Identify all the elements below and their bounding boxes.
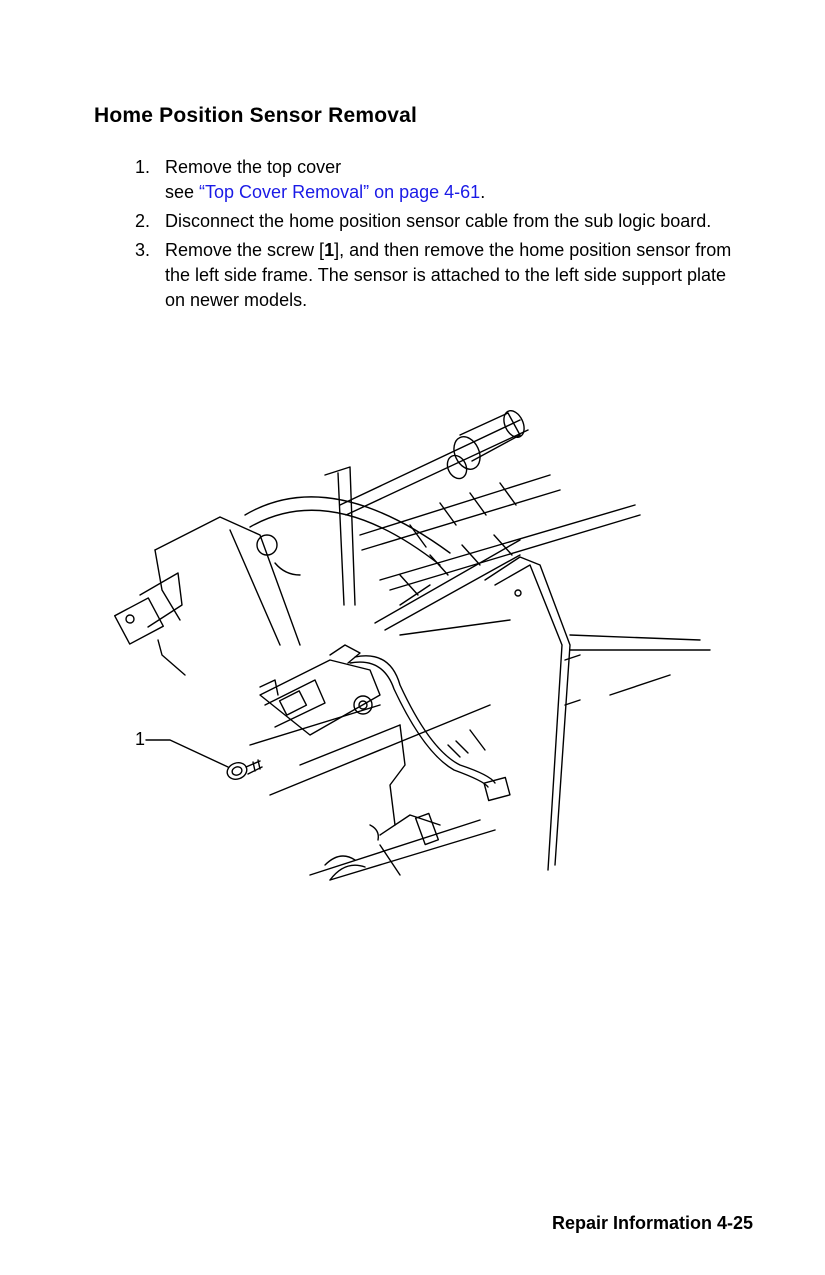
step-3-text-a: Remove the screw [ [165, 240, 325, 260]
step-3-text-b: ], and then remove the home position sensor from the left side frame. The sensor is attached to the left side support plate on newer models. [165, 240, 732, 310]
roller-shaft [340, 408, 528, 515]
step-3 [135, 238, 745, 313]
paper-guide [245, 467, 640, 630]
step-text [165, 155, 745, 205]
step-1 [135, 155, 745, 205]
step-number: 3. [135, 240, 151, 260]
sensor-cable [350, 656, 510, 801]
left-side-frame [115, 517, 300, 675]
callout-number-1: 1 [135, 729, 146, 749]
page-title: Home Position Sensor Removal [94, 104, 418, 127]
page-footer: Repair Information 4-25 [551, 1213, 753, 1233]
procedure-steps [135, 155, 745, 317]
callout-leader [146, 740, 228, 767]
home-position-sensor [250, 645, 400, 765]
see-suffix: . [480, 182, 486, 202]
step-1-line1: Remove the top cover [165, 157, 342, 177]
step-text: Disconnect the home position sensor cable from the sub logic board. [165, 211, 712, 231]
right-bracket [400, 557, 710, 870]
sensor-removal-illustration [100, 405, 740, 885]
step-2 [135, 209, 745, 234]
step-number: 1. [135, 157, 151, 177]
see-prefix: see [165, 182, 200, 202]
step-text [165, 238, 745, 313]
step-number: 2. [135, 211, 151, 231]
screw-callout-ref: 1 [324, 240, 335, 260]
line-drawing [100, 405, 740, 885]
top-cover-removal-link[interactable]: “Top Cover Removal” on page 4-61 [199, 182, 481, 202]
screw-1 [225, 760, 262, 782]
